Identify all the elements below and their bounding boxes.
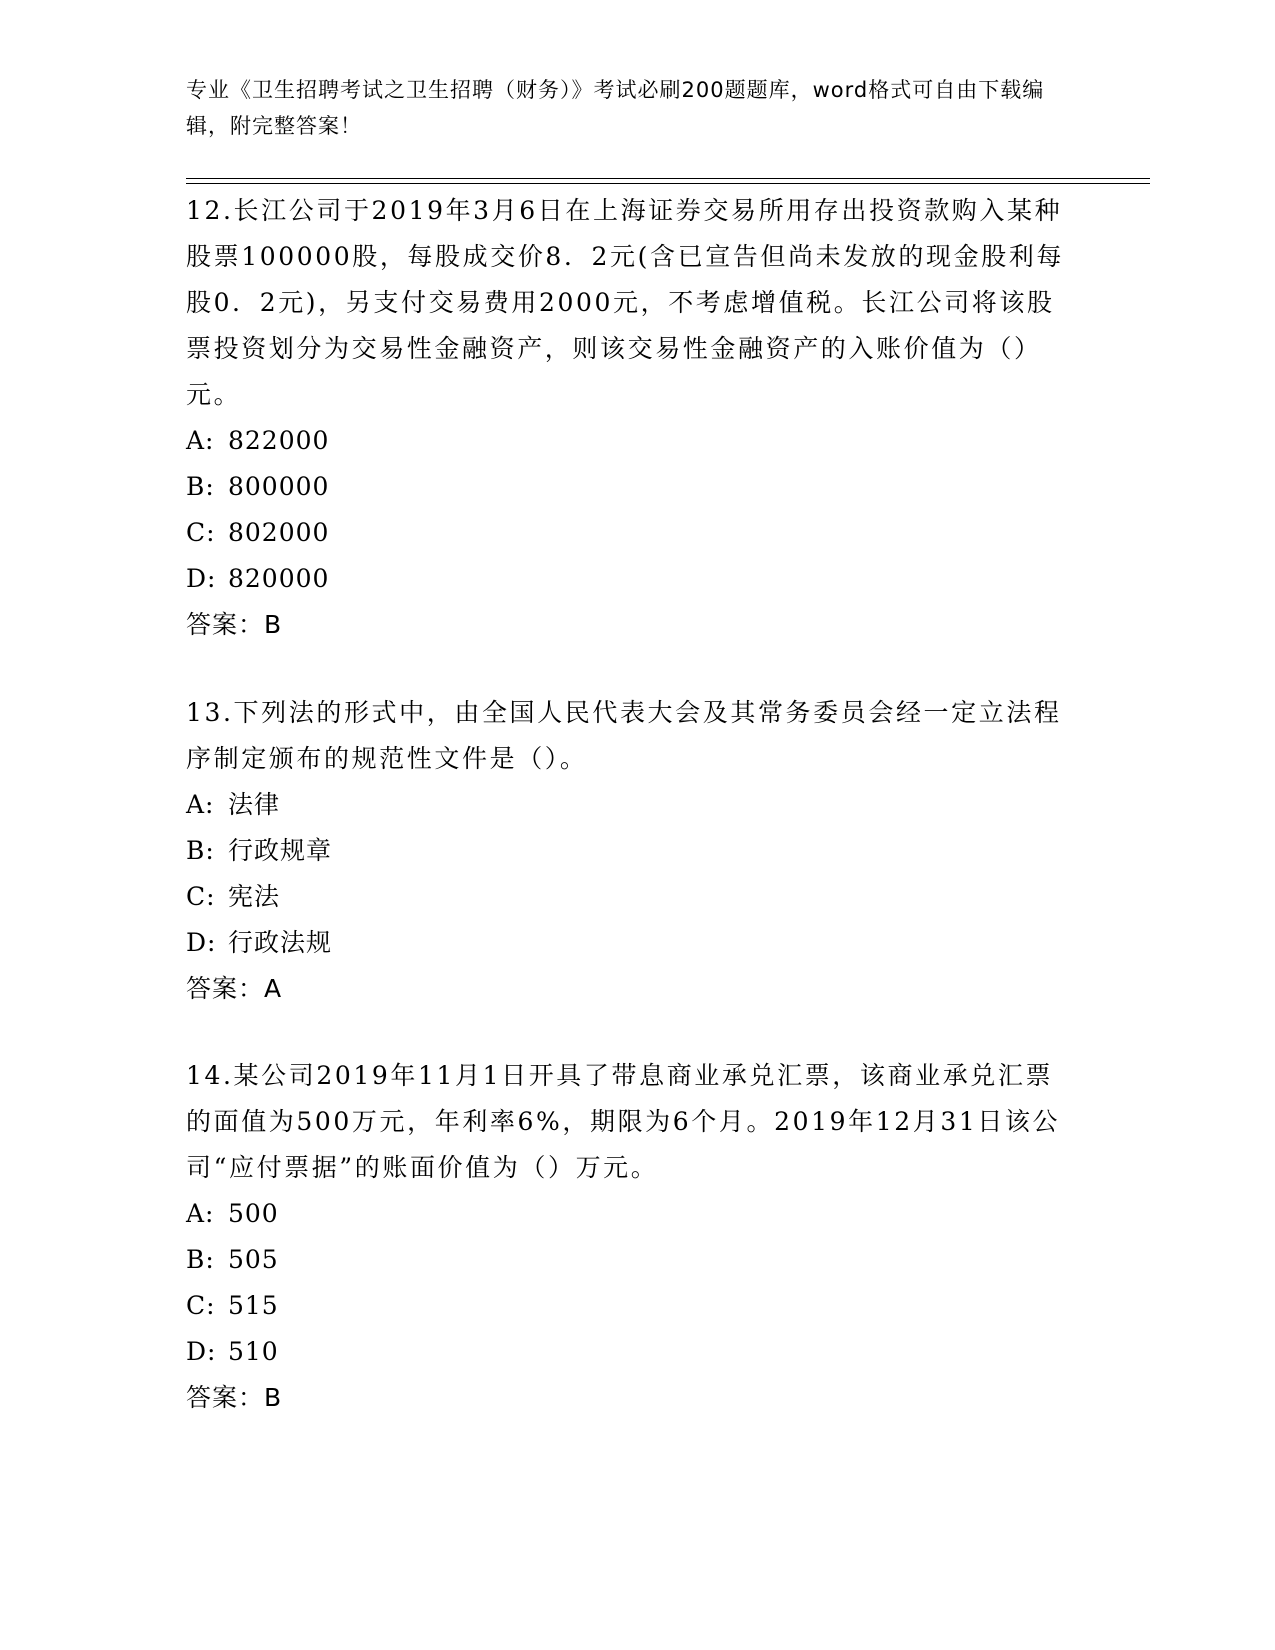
question-14: [186, 1053, 1076, 1421]
option-text: 505: [228, 1245, 279, 1274]
option-text: 802000: [228, 518, 330, 547]
option-b: [186, 1237, 1076, 1283]
answer-line: 答案：B: [186, 610, 283, 639]
document-header: 专业《卫生招聘考试之卫生招聘（财务）》考试必刷200题题库，word格式可自由下载编辑，附完整答案！: [186, 78, 1045, 138]
question-stem: 12.长江公司于2019年3月6日在上海证券交易所用存出投资款购入某种股票100000股，每股成交价8．2元(含已宣告但尚未发放的现金股利每股0．2元)，另支付交易费用2000元，不考虑增值税。长江公司将该股票投资划分为交易性金融资产，则该交易性金融资产的入账价值为（）元。: [186, 196, 1065, 409]
option-key: B:: [186, 472, 215, 501]
question-stem: 14.某公司2019年11月1日开具了带息商业承兑汇票，该商业承兑汇票的面值为500万元，年利率6%，期限为6个月。2019年12月31日该公司“应付票据”的账面价值为（）万元。: [186, 1061, 1061, 1182]
option-c: [186, 874, 1076, 920]
option-key: D:: [186, 564, 217, 593]
option-b: [186, 828, 1076, 874]
question-12: [186, 188, 1076, 648]
question-13: [186, 690, 1076, 1012]
option-text: 宪法: [228, 882, 281, 911]
option-key: D:: [186, 1337, 217, 1366]
option-c: [186, 1283, 1076, 1329]
option-a: [186, 418, 1076, 464]
option-text: 515: [228, 1291, 279, 1320]
option-d: [186, 920, 1076, 966]
option-key: B:: [186, 1245, 215, 1274]
option-text: 820000: [228, 564, 330, 593]
option-c: [186, 510, 1076, 556]
option-text: 500: [228, 1199, 279, 1228]
option-text: 800000: [228, 472, 330, 501]
option-d: [186, 1329, 1076, 1375]
option-text: 510: [228, 1337, 279, 1366]
option-d: [186, 556, 1076, 602]
option-key: C:: [186, 1291, 216, 1320]
option-text: 行政法规: [228, 928, 333, 957]
answer-line: 答案：A: [186, 974, 283, 1003]
option-text: 822000: [228, 426, 330, 455]
option-b: [186, 464, 1076, 510]
option-text: 行政规章: [228, 836, 333, 865]
option-a: [186, 782, 1076, 828]
question-stem: 13.下列法的形式中，由全国人民代表大会及其常务委员会经一定立法程序制定颁布的规范性文件是（）。: [186, 698, 1062, 773]
option-key: D:: [186, 928, 217, 957]
option-key: A:: [186, 790, 215, 819]
option-key: B:: [186, 836, 215, 865]
answer-line: 答案：B: [186, 1383, 283, 1412]
option-key: A:: [186, 1199, 215, 1228]
option-key: C:: [186, 882, 216, 911]
option-text: 法律: [228, 790, 281, 819]
option-key: A:: [186, 426, 215, 455]
option-key: C:: [186, 518, 216, 547]
header-rule-bottom: [186, 183, 1150, 184]
header-rule-top: [186, 178, 1150, 179]
option-a: [186, 1191, 1076, 1237]
